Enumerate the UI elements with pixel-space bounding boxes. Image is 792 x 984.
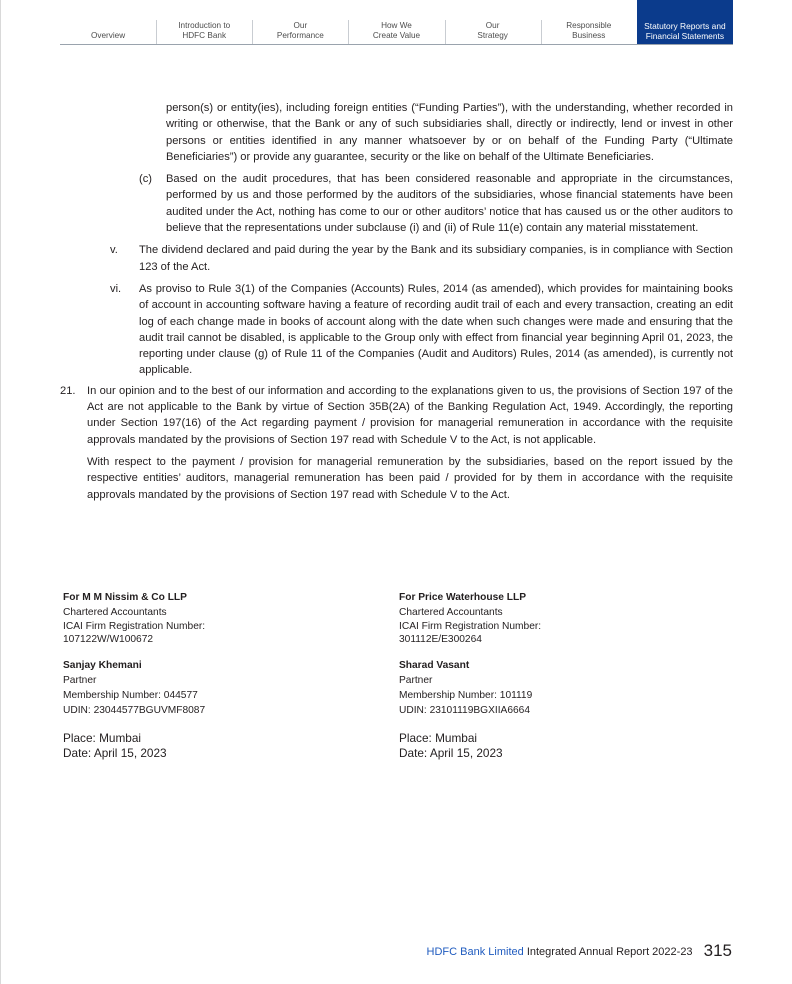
tab-create-value-label: How We Create Value [372,21,421,40]
tab-introduction[interactable] [156,0,252,44]
tab-strategy-label: Our Strategy [477,21,508,40]
tab-statutory-reports-label: Statutory Reports and Financial Statements [644,21,726,41]
tab-overview[interactable]: Overview [91,31,126,40]
clause-21-text: In our opinion and to the best of our information and according to the explanations given to us, the provisions of Section 197 of the Act are not applicable to the Bank by virtue of Section 35B(2A) of the Banking Regulation Act, 1949. Accordingly, the reporting under Section 197(16) of the Act regarding payment / provision for managerial remuneration in accordance with the requisite approvals mandated by the provisions of Section 197 read with Schedule V to the Act, is not applicable. [87,384,733,446]
tab-responsible-business-label: Responsible Business [566,21,612,40]
clause-v-marker: v. [110,244,118,257]
firm-type: Chartered Accountants [63,607,167,618]
clause-21 [60,383,733,448]
partner-name: Sanjay Khemani [63,660,142,671]
partner-role: Partner [63,675,97,686]
footer-title: Integrated Annual Report 2022-23 [526,946,693,958]
tab-create-value[interactable] [348,0,444,44]
clause-c-text: Based on the audit procedures, that has been considered reasonable and appropriate in the circumstances, performed by us and those performed by the auditors of the subsidiaries, whose financial statements have been audited under the Act, nothing has come to our or other auditors’ notice that has caused us or the other auditors to believe that the representations under subclause (i) and (ii) of Rule 11(e) contain any material misstatement. [166,173,733,235]
firm-name: For Price Waterhouse LLP [399,592,526,603]
partner-role: Partner [399,675,433,686]
registration-label: ICAI Firm Registration Number: [399,621,542,632]
section-nav [60,0,733,45]
tab-statutory-reports[interactable] [637,0,733,44]
date: Date: April 15, 2023 [399,746,503,760]
clause-v [60,242,733,275]
clause-c [60,171,733,236]
tab-performance[interactable] [252,0,348,44]
clause-v-text: The dividend declared and paid during the year by the Bank and its subsidiary companies, is in compliance with Section 123 of the Act. [139,244,733,273]
registration-number: 301112E/E300264 [399,634,482,645]
tab-performance-label: Our Performance [276,21,324,40]
udin: UDIN: 23101119BGXIIA6664 [399,705,531,716]
clause-vi-text: As proviso to Rule 3(1) of the Companies (Accounts) Rules, 2014 (as amended), which provides for maintaining books of account in accounting software having a feature of recording audit trail of each and every transaction, creating an edit log of each change made in books of account along with the date when such changes were made and ensuring that the audit trail cannot be disabled, is applicable to the Group only with effect from financial year beginning April 01, 2023, the reporting under clause (g) of Rule 11 of the Companies (Audit and Auditors) Rules, 2014 (as amended), is currently not applicable. [139,282,733,377]
clause-vi [60,281,733,379]
signatory-price-waterhouse [399,590,699,761]
page-edge [0,0,1,984]
date: Date: April 15, 2023 [63,746,167,760]
clause-b-continuation: person(s) or entity(ies), including foreign entities (“Funding Parties”), with the understanding, whether recorded in writing or otherwise, that the Bank or any of such subsidiaries shall, directly or indirectly, lend or invest in other persons or entities identified in any manner whatsoever by or on behalf of the Funding Party (“Ultimate Beneficiaries”) or provide any guarantee, security or the like on behalf of the Ultimate Beneficiaries. [166,102,733,163]
signatory-mm-nissim [63,590,363,761]
partner-name: Sharad Vasant [399,660,470,671]
clause-21-paragraph-2: With respect to the payment / provision for managerial remuneration by the subsidiaries, based on the report issued by the respective entities’ auditors, managerial remuneration has been paid / provided for by them in accordance with the requisite approvals mandated by the provisions of Section 197 read with Schedule V to the Act. [87,455,733,501]
membership-number: Membership Number: 044577 [63,690,198,701]
report-body [60,100,733,503]
udin: UDIN: 23044577BGUVMF8087 [63,705,206,716]
tab-responsible-business[interactable] [541,0,637,44]
footer-brand: HDFC Bank Limited [426,946,524,958]
registration-label: ICAI Firm Registration Number: [63,621,206,632]
clause-c-marker: (c) [139,173,152,186]
clause-21-marker: 21. [60,384,76,397]
firm-name: For M M Nissim & Co LLP [63,592,187,603]
page-footer [427,941,732,961]
tab-introduction-label: Introduction to HDFC Bank [178,21,231,40]
place: Place: Mumbai [399,731,478,745]
registration-number: 107122W/W100672 [63,634,154,645]
clause-vi-marker: vi. [110,282,122,295]
page-number: 315 [703,941,732,960]
membership-number: Membership Number: 101119 [399,690,533,701]
place: Place: Mumbai [63,731,142,745]
tab-strategy[interactable] [445,0,541,44]
firm-type: Chartered Accountants [399,607,503,618]
